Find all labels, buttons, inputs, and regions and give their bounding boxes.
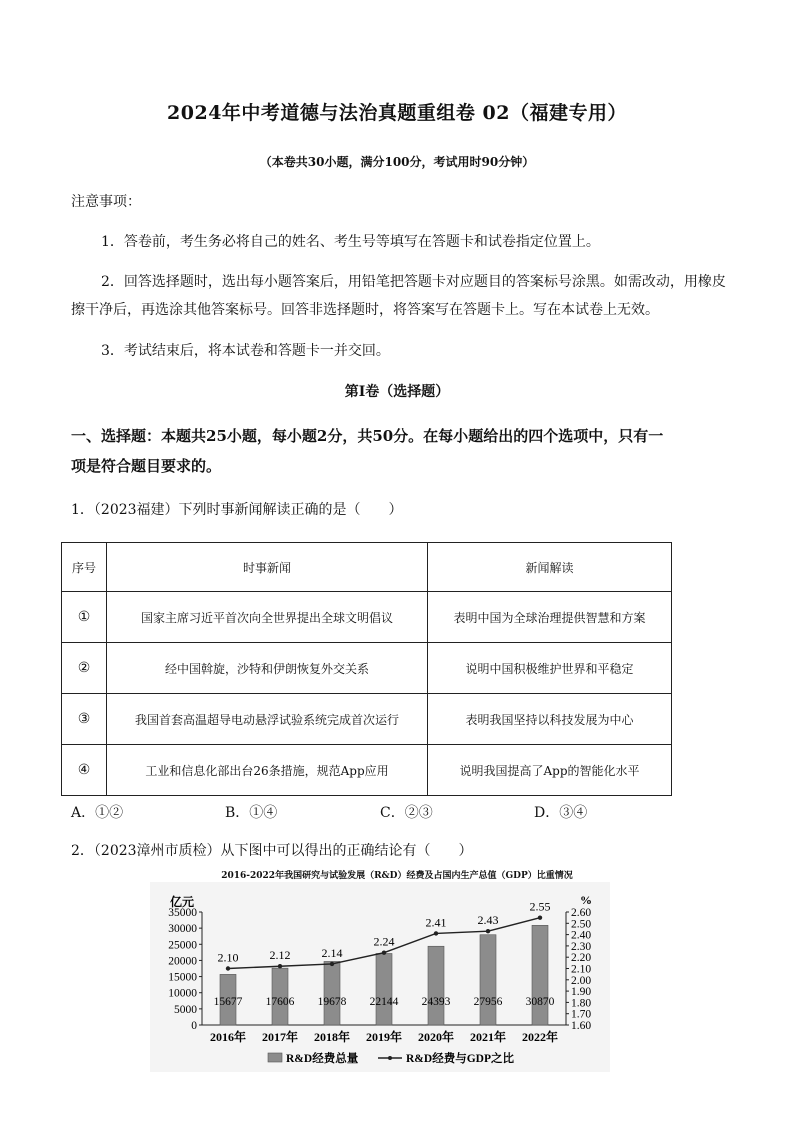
- legend-line-marker: [388, 1056, 392, 1060]
- x-tick-label: 2020年: [417, 1030, 455, 1044]
- left-tick-label: 20000: [168, 955, 197, 968]
- option-a: A．①②: [71, 805, 124, 821]
- option-b: B．①④: [225, 805, 278, 821]
- ratio-label: 2.55: [529, 899, 551, 914]
- bar: [324, 961, 340, 1025]
- bar-value-label: 17606: [265, 996, 295, 1008]
- bar-value-label: 22144: [369, 996, 399, 1008]
- left-tick-label: 35000: [168, 907, 197, 919]
- part1-instruction-line-1: 一、选择题：本题共25小题，每小题2分，共50分。在每小题给出的四个选项中，只有一: [71, 427, 664, 445]
- bar-value-label: 19678: [317, 996, 347, 1008]
- ratio-label: 2.14: [321, 945, 343, 960]
- section-title: 第I卷（选择题）: [344, 384, 450, 400]
- question-1-table: [61, 542, 672, 796]
- option-d: D．③④: [534, 805, 588, 821]
- bar: [532, 925, 548, 1025]
- rd-funding-chart: [150, 882, 610, 1072]
- notice-heading: 注意事项：: [71, 194, 141, 210]
- table-cell: 经中国斡旋，沙特和伊朗恢复外交关系: [107, 643, 428, 694]
- table-header-cell: 序号: [62, 543, 107, 592]
- notice-item-2-line-1: 2．回答选择题时，选出每小题答案后，用铅笔把答题卡对应题目的答案标号涂黑。如需改动，用橡皮: [101, 274, 726, 290]
- ratio-point: [330, 962, 334, 966]
- right-axis-unit: %: [580, 893, 592, 907]
- ratio-label: 2.12: [269, 948, 291, 963]
- ratio-label: 2.41: [425, 915, 447, 930]
- option-c: C．②③: [380, 805, 433, 821]
- table-cell: 表明中国为全球治理提供智慧和方案: [428, 592, 672, 643]
- x-tick-label: 2018年: [313, 1030, 351, 1044]
- table-cell: ④: [62, 745, 107, 796]
- table-row: [62, 694, 672, 745]
- exam-subtitle: （本卷共30小题，满分100分，考试用时90分钟）: [259, 155, 535, 169]
- ratio-point: [382, 950, 386, 954]
- right-tick-label: 2.00: [571, 974, 592, 987]
- bar: [376, 954, 392, 1025]
- right-tick-label: 1.60: [571, 1020, 592, 1032]
- right-tick-label: 2.30: [571, 940, 592, 953]
- table-cell: ③: [62, 694, 107, 745]
- ratio-point: [434, 931, 438, 935]
- x-tick-label: 2022年: [521, 1030, 559, 1044]
- x-tick-label: 2019年: [365, 1030, 403, 1044]
- bar-value-label: 15677: [213, 996, 243, 1008]
- table-header-cell: 新闻解读: [428, 543, 672, 592]
- right-tick-label: 2.60: [571, 907, 592, 919]
- table-cell: 国家主席习近平首次向全世界提出全球文明倡议: [107, 592, 428, 643]
- table-header-row: [62, 543, 672, 592]
- part1-instruction-line-2: 项是符合题目要求的。: [71, 457, 222, 475]
- ratio-point: [486, 929, 490, 933]
- chart-title: 2016-2022年我国研究与试验发展（R&D）经费及占国内生产总值（GDP）比重情况: [221, 871, 573, 881]
- bar: [480, 935, 496, 1025]
- table-cell: 工业和信息化部出台26条措施，规范App应用: [107, 745, 428, 796]
- table-row: [62, 745, 672, 796]
- right-tick-label: 1.80: [571, 997, 592, 1010]
- exam-title: 2024年中考道德与法治真题重组卷 02（福建专用）: [167, 102, 627, 124]
- ratio-point: [278, 964, 282, 968]
- x-tick-label: 2017年: [261, 1030, 299, 1044]
- left-tick-label: 30000: [168, 923, 197, 936]
- notice-item-3: 3．考试结束后，将本试卷和答题卡一并交回。: [101, 343, 390, 359]
- table-cell: 说明我国提高了App的智能化水平: [428, 745, 672, 796]
- left-tick-label: 15000: [168, 971, 197, 984]
- bar-value-label: 27956: [473, 996, 503, 1008]
- ratio-point: [538, 915, 542, 919]
- question-2-stem: 2．（2023漳州市质检）从下图中可以得出的正确结论有（ ）: [71, 843, 473, 859]
- x-tick-label: 2016年: [209, 1030, 247, 1044]
- table-row: [62, 592, 672, 643]
- right-tick-label: 2.20: [571, 952, 592, 965]
- left-tick-label: 10000: [168, 987, 197, 1000]
- legend-line-label: R&D经费与GDP之比: [406, 1053, 514, 1065]
- ratio-label: 2.24: [373, 934, 395, 949]
- table-cell: ②: [62, 643, 107, 694]
- table-cell: ①: [62, 592, 107, 643]
- right-tick-label: 1.70: [571, 1008, 592, 1021]
- table-header-cell: 时事新闻: [107, 543, 428, 592]
- bar-value-label: 24393: [421, 996, 451, 1008]
- left-tick-label: 5000: [174, 1003, 197, 1016]
- notice-item-1: 1．答卷前，考生务必将自己的姓名、考生号等填写在答题卡和试卷指定位置上。: [101, 234, 600, 250]
- x-tick-label: 2021年: [469, 1030, 507, 1044]
- table-cell: 我国首套高温超导电动悬浮试验系统完成首次运行: [107, 694, 428, 745]
- bar: [428, 946, 444, 1025]
- legend-bar-label: R&D经费总量: [286, 1053, 359, 1065]
- right-tick-label: 2.50: [571, 918, 592, 931]
- legend-bar-swatch: [268, 1053, 282, 1062]
- notice-item-2-line-2: 擦干净后，再选涂其他答案标号。回答非选择题时，将答案写在答题卡上。写在本试卷上无效。: [71, 302, 659, 318]
- question-1-stem: 1．（2023福建）下列时事新闻解读正确的是（ ）: [71, 502, 403, 518]
- right-tick-label: 2.40: [571, 929, 592, 942]
- left-tick-label: 25000: [168, 939, 197, 952]
- left-tick-label: 0: [191, 1020, 197, 1032]
- ratio-label: 2.10: [217, 950, 239, 965]
- table-cell: 表明我国坚持以科技发展为中心: [428, 694, 672, 745]
- table-cell: 说明中国积极维护世界和平稳定: [428, 643, 672, 694]
- right-tick-label: 2.10: [571, 963, 592, 976]
- ratio-label: 2.43: [477, 913, 499, 928]
- left-axis-unit: 亿元: [170, 895, 195, 909]
- bar-value-label: 30870: [525, 996, 555, 1008]
- ratio-point: [226, 966, 230, 970]
- table-row: [62, 643, 672, 694]
- right-tick-label: 1.90: [571, 986, 592, 999]
